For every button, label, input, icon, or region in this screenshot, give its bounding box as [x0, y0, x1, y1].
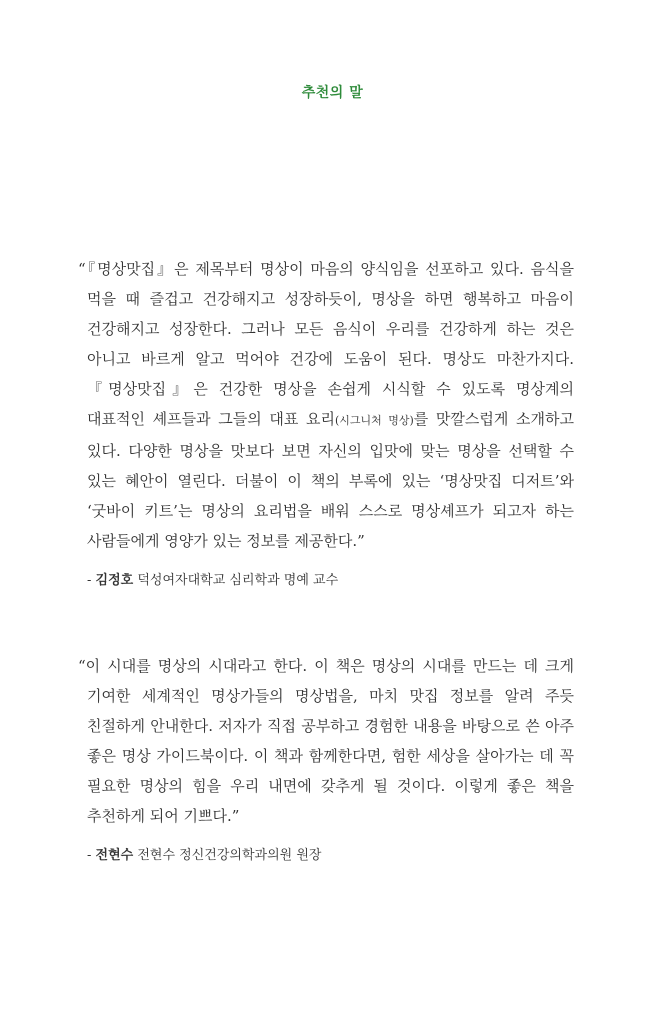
endorsement-1: [78, 254, 574, 592]
quote-aside: (시그니처 명상): [335, 414, 414, 427]
endorser-title: 전현수 정신건강의학과의원 원장: [137, 848, 322, 863]
page-title: 추천의 말: [301, 85, 364, 101]
endorsement-2: [78, 651, 574, 867]
quote-text-continued: 를 맛깔스럽게 소개하고 있다. 다양한 명상을 맛보다 보면 자신의 입맛에 맞는 명상을 선택할 수 있는 혜안이 열린다. 더불이 이 책의 부록에 있는 ‘명상맛집 디저트’와 ‘굿바이 키트’는 명상의 요리법을 배워 스스로 명상셰프가 되고자 하는 사람들에게 영양가 있는 정보를 제공한다.”: [87, 410, 574, 550]
endorsement-attribution: [87, 845, 574, 867]
endorsement-attribution: [87, 570, 574, 592]
quote-text: “이 시대를 명상의 시대라고 한다. 이 책은 명상의 시대를 만드는 데 크게 기여한 세계적인 명상가들의 명상법을, 마치 맛집 정보를 알려 주듯 친절하게 안내한다. 저자가 직접 공부하고 경험한 내용을 바탕으로 쓴 아주 좋은 명상 가이드북이다. 이 책과 함께한다면, 험한 세상을 살아가는 데 꼭 필요한 명상의 힘을 우리 내면에 갖추게 될 것이다. 이렇게 좋은 책을 추천하게 되어 기쁘다.”: [78, 657, 574, 825]
attribution-dash: -: [87, 573, 92, 588]
endorser-name: 김정호: [95, 573, 134, 588]
endorser-name: 전현수: [95, 848, 134, 863]
endorsement-quote: [78, 254, 574, 556]
quote-text: “『명상맛집』은 제목부터 명상이 마음의 양식임을 선포하고 있다. 음식을 먹을 때 즐겁고 건강해지고 성장하듯이, 명상을 하면 행복하고 마음이 건강해지고 성장한다. 그러나 모든 음식이 우리를 건강하게 하는 것은 아니고 바르게 알고 먹어야 건강에 도움이 된다. 명상도 마찬가지다. 『명상맛집』은 건강한 명상을 손쉽게 시식할 수 있도록 명상계의 대표적인 셰프들과 그들의 대표 요리: [78, 260, 574, 428]
attribution-dash: -: [87, 848, 92, 863]
endorser-title: 덕성여자대학교 심리학과 명예 교수: [137, 573, 339, 588]
endorsement-quote: [78, 651, 574, 831]
